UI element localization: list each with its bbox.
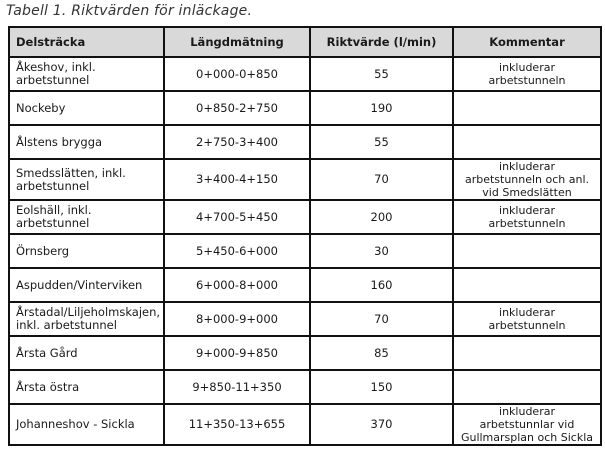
cell-riktvarde: 55 (310, 125, 453, 159)
table-row (9, 268, 601, 302)
table-row (9, 370, 601, 404)
cell-kommentar: inkluderar arbetstunneln (453, 200, 601, 234)
cell-langdmatning: 8+000-9+000 (164, 302, 310, 336)
cell-kommentar: inkluderar arbetstunneln (453, 57, 601, 91)
cell-riktvarde: 150 (310, 370, 453, 404)
inflow-table (8, 26, 602, 446)
cell-riktvarde: 70 (310, 302, 453, 336)
cell-langdmatning: 0+850-2+750 (164, 91, 310, 125)
cell-delstracka: Aspudden/Vinterviken (9, 268, 164, 302)
cell-delstracka: Smedsslätten, inkl. arbetstunnel (9, 159, 164, 200)
header-row (9, 27, 601, 57)
table-row (9, 404, 601, 445)
cell-delstracka: Årsta Gård (9, 336, 164, 370)
cell-kommentar (453, 234, 601, 268)
cell-riktvarde: 30 (310, 234, 453, 268)
cell-kommentar (453, 125, 601, 159)
cell-langdmatning: 9+000-9+850 (164, 336, 310, 370)
cell-riktvarde: 160 (310, 268, 453, 302)
cell-kommentar (453, 268, 601, 302)
cell-kommentar (453, 370, 601, 404)
header-delstracka: Delsträcka (9, 27, 164, 57)
cell-langdmatning: 3+400-4+150 (164, 159, 310, 200)
cell-delstracka: Nockeby (9, 91, 164, 125)
cell-riktvarde: 200 (310, 200, 453, 234)
header-kommentar: Kommentar (453, 27, 601, 57)
cell-kommentar: inkluderar arbetstunneln och anl. vid Smedslätten (453, 159, 601, 200)
cell-langdmatning: 11+350-13+655 (164, 404, 310, 445)
table-row (9, 125, 601, 159)
table-row (9, 234, 601, 268)
table-row (9, 336, 601, 370)
cell-riktvarde: 70 (310, 159, 453, 200)
header-riktvarde: Riktvärde (l/min) (310, 27, 453, 57)
cell-kommentar: inkluderar arbetstunnlar vid Gullmarsplan och Sickla (453, 404, 601, 445)
cell-delstracka: Åkeshov, inkl. arbetstunnel (9, 57, 164, 91)
cell-delstracka: Eolshäll, inkl. arbetstunnel (9, 200, 164, 234)
cell-delstracka: Årsta östra (9, 370, 164, 404)
table-caption: Tabell 1. Riktvärden för inläckage. (6, 3, 253, 19)
header-langdmatning: Längdmätning (164, 27, 310, 57)
cell-kommentar: inkluderar arbetstunneln (453, 302, 601, 336)
cell-langdmatning: 5+450-6+000 (164, 234, 310, 268)
cell-langdmatning: 4+700-5+450 (164, 200, 310, 234)
table-row (9, 302, 601, 336)
cell-kommentar (453, 91, 601, 125)
cell-riktvarde: 55 (310, 57, 453, 91)
table-row (9, 57, 601, 91)
cell-langdmatning: 2+750-3+400 (164, 125, 310, 159)
cell-delstracka: Johanneshov - Sickla (9, 404, 164, 445)
table-row (9, 159, 601, 200)
cell-delstracka: Årstadal/Liljeholmskajen, inkl. arbetstunnel (9, 302, 164, 336)
cell-langdmatning: 0+000-0+850 (164, 57, 310, 91)
cell-langdmatning: 9+850-11+350 (164, 370, 310, 404)
cell-riktvarde: 370 (310, 404, 453, 445)
cell-langdmatning: 6+000-8+000 (164, 268, 310, 302)
table-row (9, 200, 601, 234)
cell-kommentar (453, 336, 601, 370)
cell-riktvarde: 190 (310, 91, 453, 125)
table-row (9, 91, 601, 125)
cell-riktvarde: 85 (310, 336, 453, 370)
cell-delstracka: Örnsberg (9, 234, 164, 268)
cell-delstracka: Ålstens brygga (9, 125, 164, 159)
